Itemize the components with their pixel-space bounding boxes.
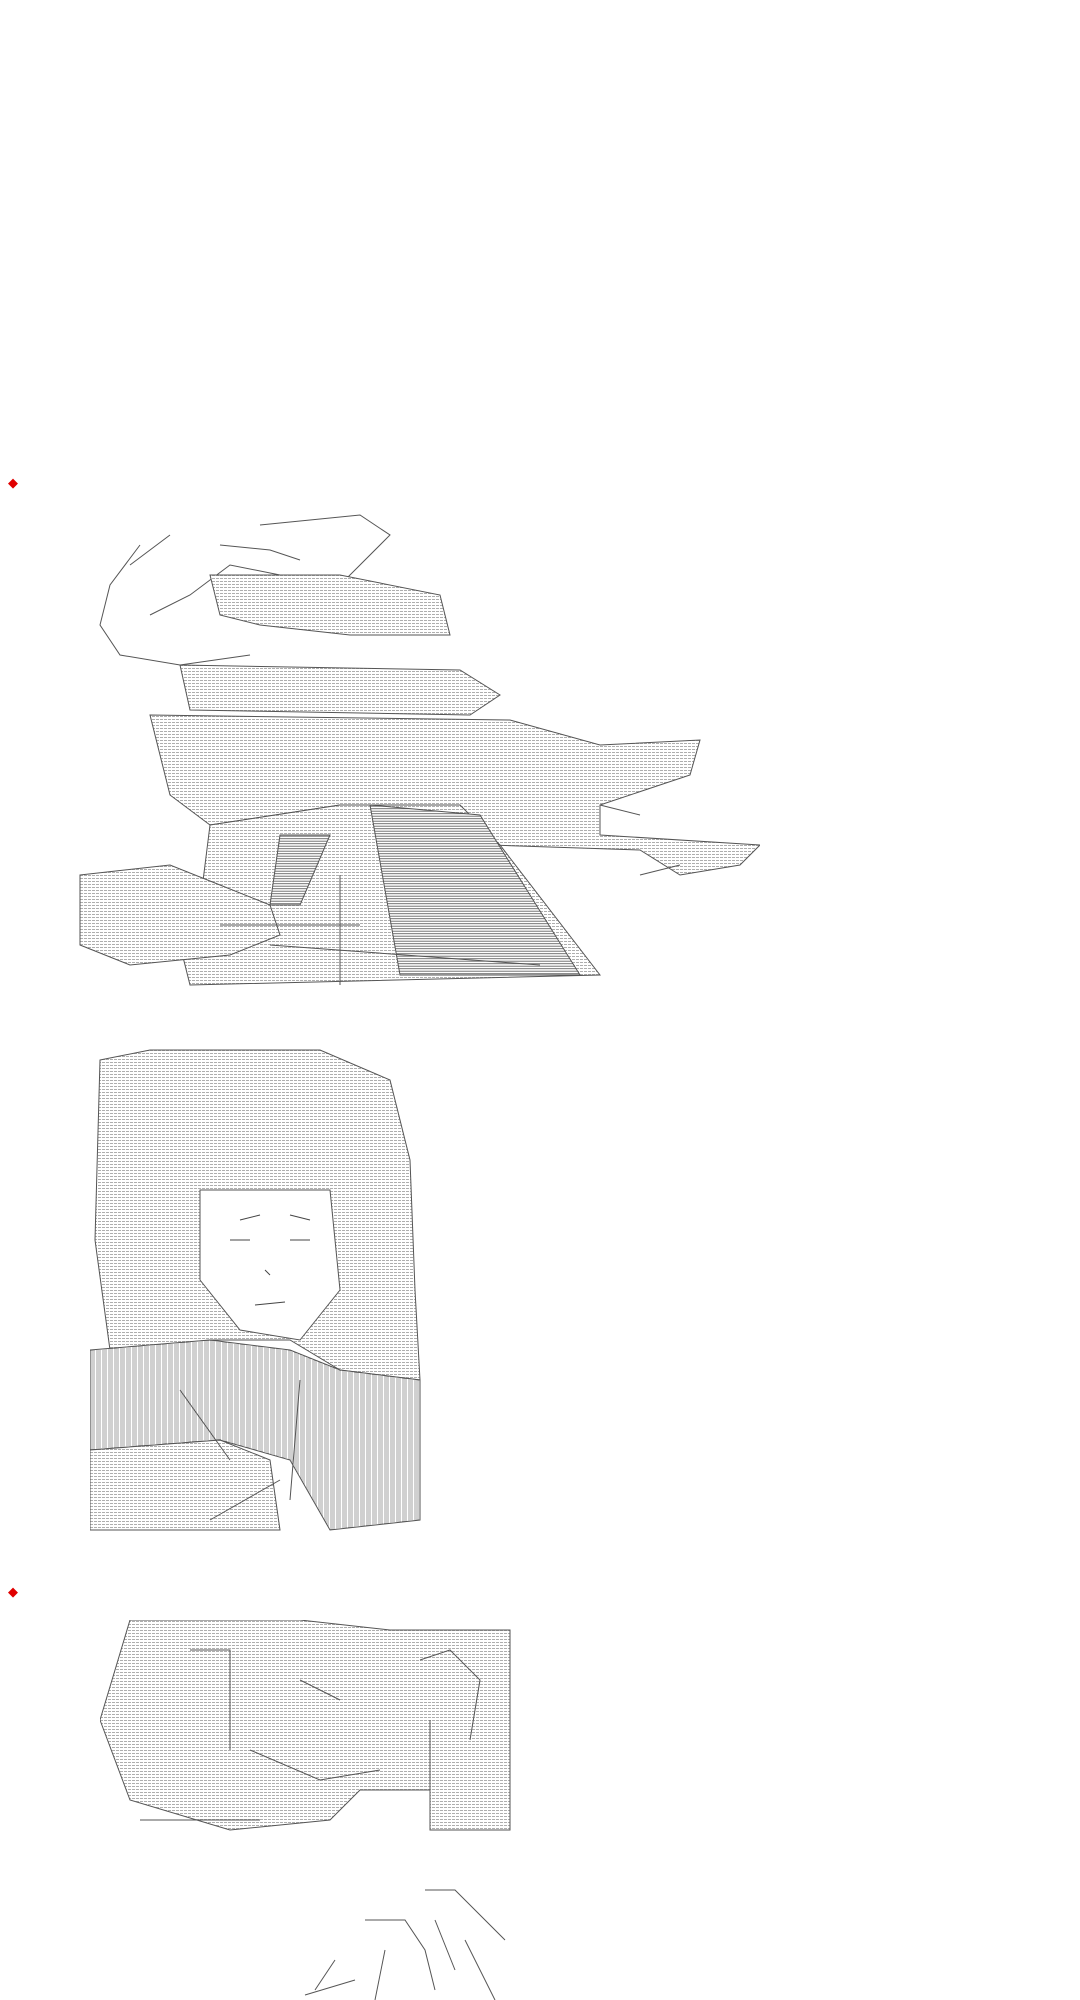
ascii-art-figure-scene — [100, 1620, 520, 1840]
ascii-art-figure-woman — [90, 1040, 450, 1560]
post-header-1889 — [8, 1585, 18, 1600]
diamond-icon: ◆ — [8, 476, 18, 491]
top-ascii-art — [50, 0, 740, 224]
diamond-icon: ◆ — [8, 1585, 18, 1600]
ascii-art-figure-swordsman — [40, 505, 760, 995]
ascii-art-figure-bottom — [295, 1880, 525, 2000]
post-header-1880 — [8, 476, 18, 491]
